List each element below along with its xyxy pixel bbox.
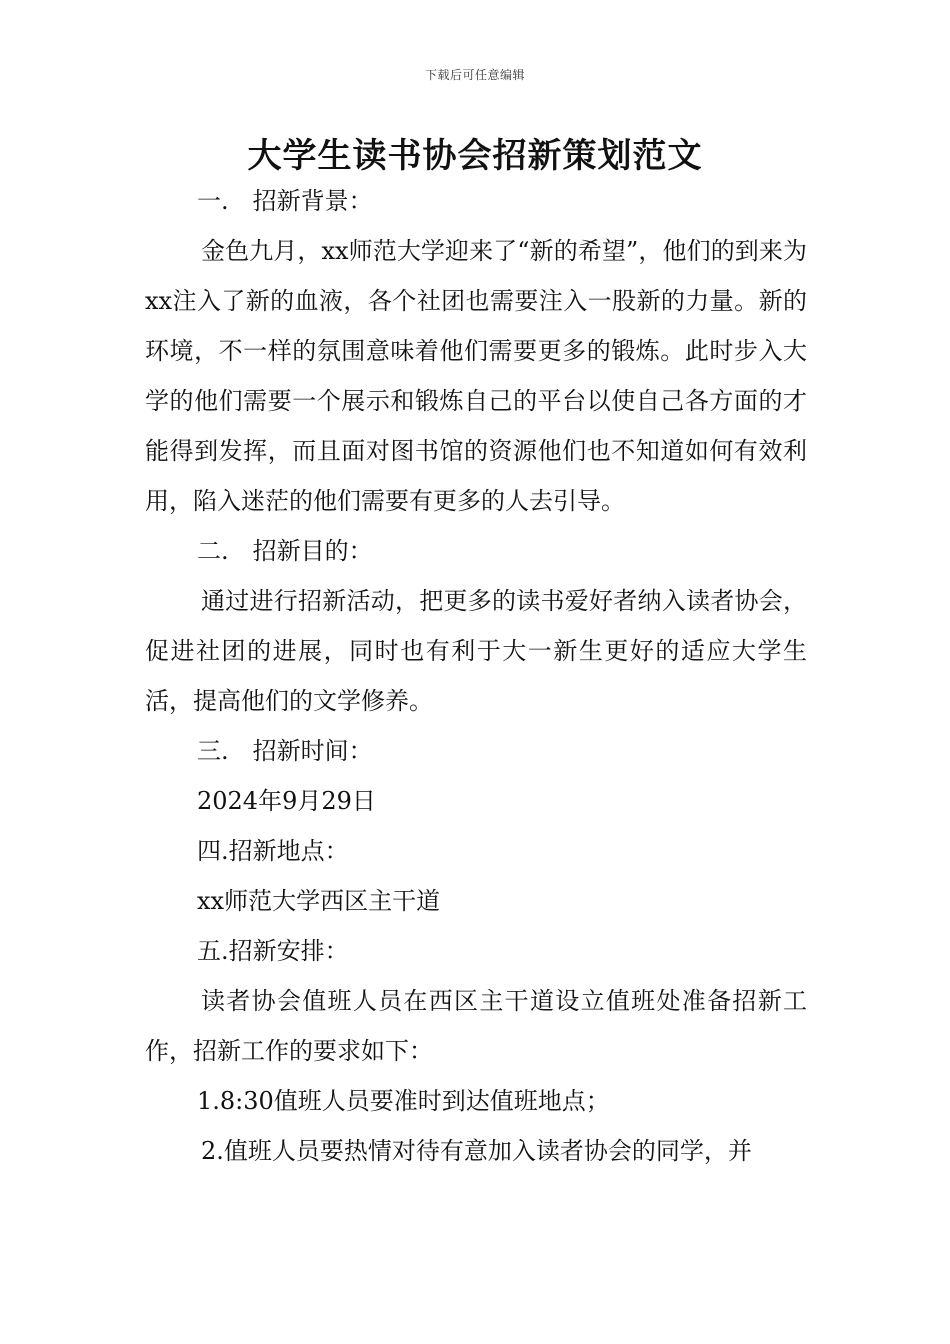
section-heading-location: 四.招新地点： (197, 837, 349, 865)
section-heading-purpose: 二. 招新目的： (197, 537, 373, 565)
section-heading-background: 一. 招新背景： (197, 187, 373, 215)
paragraph-time: 2024年9月29日 (197, 787, 376, 815)
section-heading-arrangement: 五.招新安排： (197, 937, 349, 965)
list-item: 1.8:30值班人员要准时到达值班地点； (197, 1087, 610, 1115)
paragraph-background: 金色九月，xx师范大学迎来了“新的希望”，他们的到来为xx注入了新的血液，各个社团也需要注入一股新的力量。新的环境，不一样的氛围意味着他们需要更多的锻炼。此时步入大学的他们需要一个展示和锻炼自己的平台以使自己各方面的才能得到发挥，而且面对图书馆的资源他们也不知道如何有效利用，陷入迷茫的他们需要有更多的人去引导。 (145, 237, 807, 515)
paragraph-purpose: 通过进行招新活动，把更多的读书爱好者纳入读者协会，促进社团的进展，同时也有利于大一新生更好的适应大学生活，提高他们的文学修养。 (145, 587, 807, 715)
document-body (145, 176, 807, 1176)
document-title: 大学生读书协会招新策划范文 (247, 136, 703, 176)
list-item: 2.值班人员要热情对待有意加入读者协会的同学，并 (201, 1137, 752, 1165)
section-heading-time: 三. 招新时间： (197, 737, 373, 765)
header-note: 下载后可任意编辑 (424, 68, 525, 82)
paragraph-arrangement: 读者协会值班人员在西区主干道设立值班处准备招新工作，招新工作的要求如下： (145, 987, 807, 1065)
paragraph-location: xx师范大学西区主干道 (197, 887, 441, 915)
